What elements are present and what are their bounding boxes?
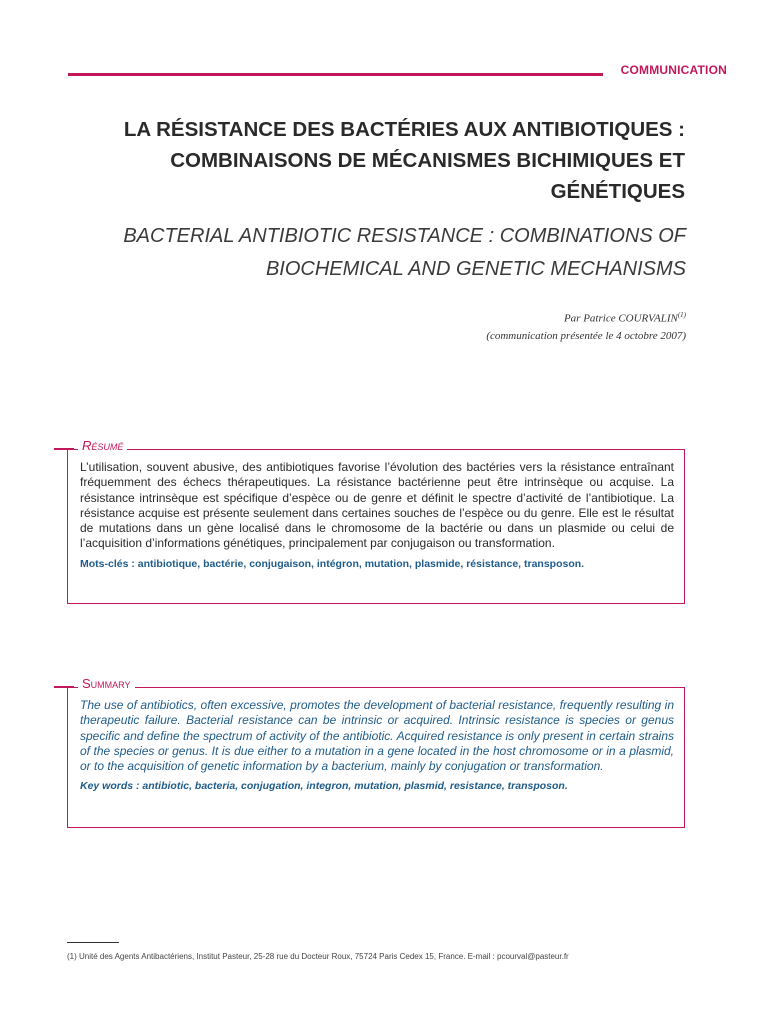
author-name: Par Patrice COURVALIN xyxy=(563,312,678,325)
author-block xyxy=(486,307,686,345)
english-title xyxy=(40,220,686,286)
author-note-ref: (1) xyxy=(677,311,686,319)
author-byline xyxy=(486,307,686,328)
summary-heading: Summary xyxy=(78,676,135,691)
english-title-line-2: BIOCHEMICAL AND GENETIC MECHANISMS xyxy=(265,258,686,280)
footnote-rule xyxy=(67,942,119,943)
french-title-line-1: LA RÉSISTANCE DES BACTÉRIES AUX ANTIBIOTIQUES : xyxy=(123,118,685,141)
resume-keywords: Mots-clés : antibiotique, bactérie, conjugaison, intégron, mutation, plasmide, résistance, transposon. xyxy=(80,557,585,570)
summary-box-lead-line xyxy=(54,686,74,688)
english-title-line-1: BACTERIAL ANTIBIOTIC RESISTANCE : COMBINATIONS OF xyxy=(123,225,686,247)
summary-text: The use of antibiotics, often excessive, promotes the development of bacterial resistance, frequently resulting in therapeutic failure. Bacterial resistance can be intrinsic or acquired. Intrinsic resistance is species or genus specific and define the spectrum of activity of the antibiotic. Acquired resistance is only present in certain strains of the species or genus. It is due either to a mutation in a gene located in the host chromosome or in a plasmid, or to the acquisition of genetic information by a bacterium, mainly by conjugation or transformation. xyxy=(80,698,674,774)
footnote: (1) Unité des Agents Antibactériens, Institut Pasteur, 25-28 rue du Docteur Roux, 75724 Paris Cedex 15, France. E-mail : pcourval@pasteur.fr xyxy=(67,952,569,961)
french-title xyxy=(40,114,685,207)
summary-keywords: Key words : antibiotic, bacteria, conjugation, integron, mutation, plasmid, resistance, transposon. xyxy=(80,780,568,793)
section-label: COMMUNICATION xyxy=(620,63,727,77)
french-title-line-2: COMBINAISONS DE MÉCANISMES BICHIMIQUES ET GÉNÉTIQUES xyxy=(170,149,685,203)
resume-box-lead-line xyxy=(54,448,74,450)
resume-text: L’utilisation, souvent abusive, des antibiotiques favorise l’évolution des bactéries vers la résistance entraînant fréquemment des échecs thérapeutiques. La résistance bactérienne peut être intrinsèque ou acquise. La résistance intrinsèque est spécifique d’espèce ou de genre et définit le spectre d’activité de l’antibiotique. La résistance acquise est présente seulement dans certaines souches de l’espèce ou du genre. Elle est le résultat de mutations dans un gène localisé dans le chromosome de la bactérie ou dans un plasmide ou celui de l’acquisition d’informations génétiques, principalement par conjugaison ou transformation. xyxy=(80,460,674,551)
resume-box xyxy=(67,438,685,604)
presentation-date: (communication présentée le 4 octobre 2007) xyxy=(486,329,686,342)
resume-heading: Résumé xyxy=(78,438,127,453)
header-rule xyxy=(68,73,603,76)
summary-box xyxy=(67,676,685,828)
